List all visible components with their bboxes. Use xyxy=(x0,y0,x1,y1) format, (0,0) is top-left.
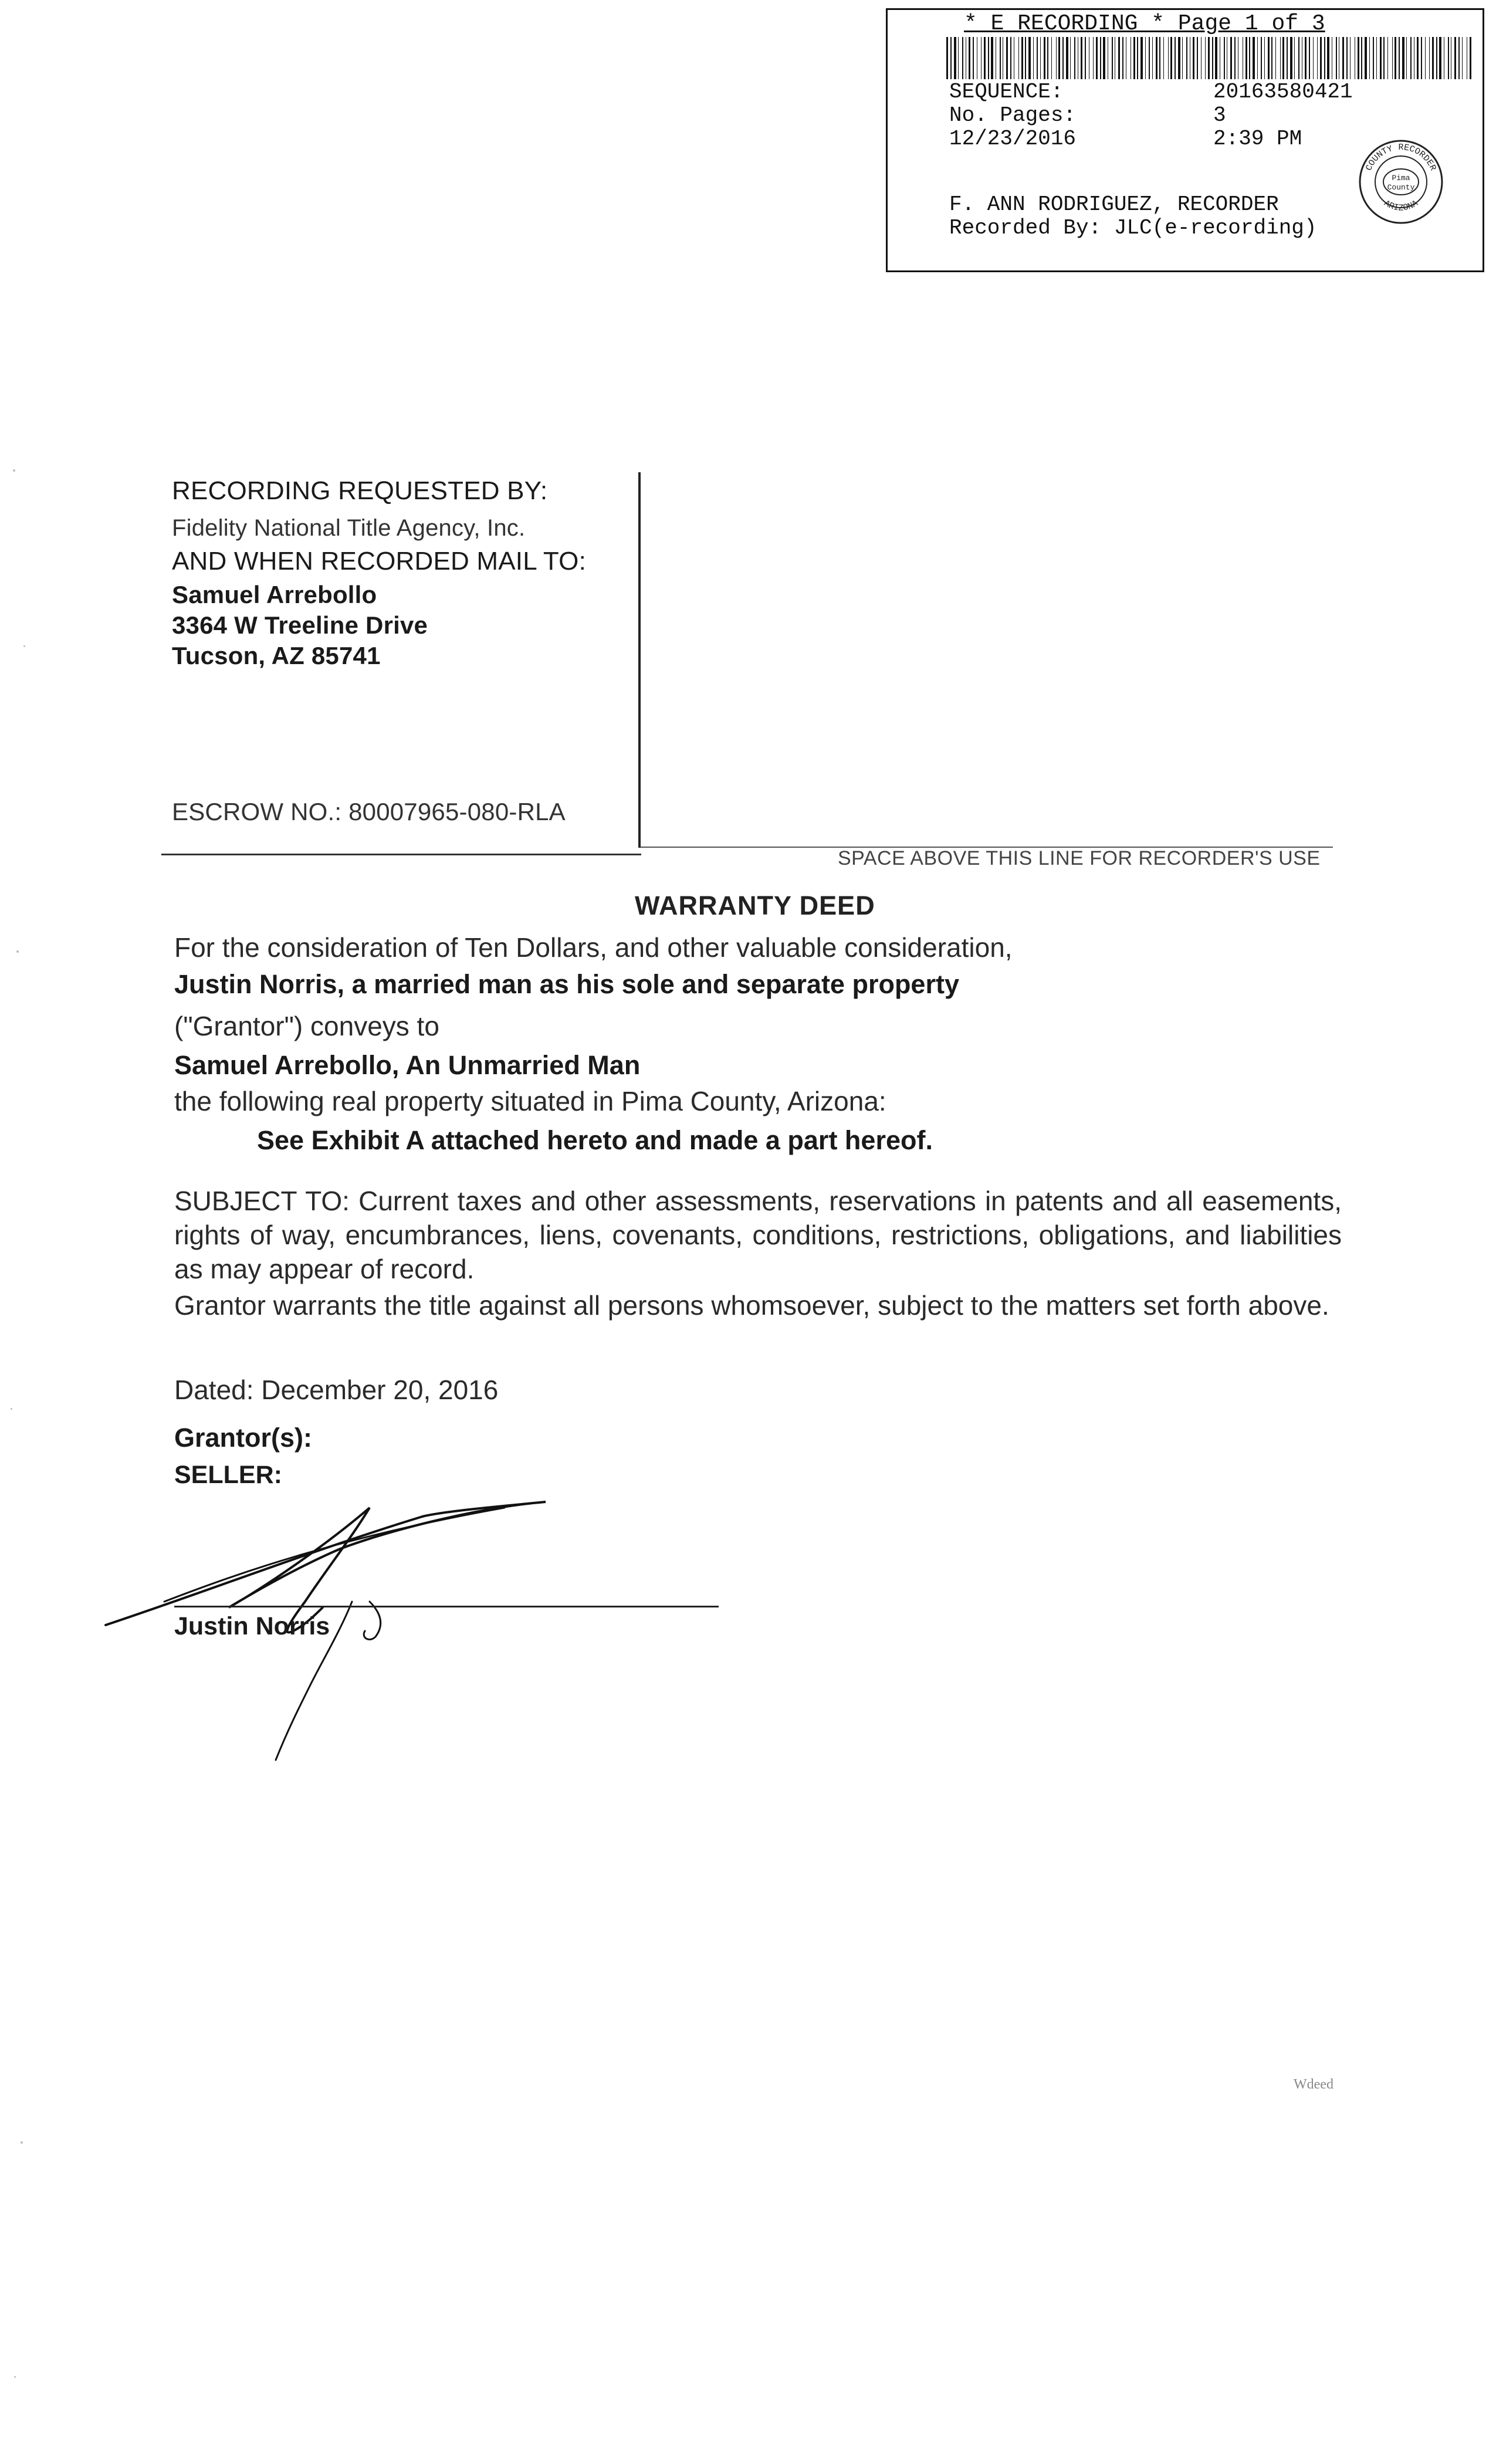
record-time: 2:39 PM xyxy=(1213,127,1302,151)
horizontal-divider-left xyxy=(161,854,641,855)
mail-to-label: AND WHEN RECORDED MAIL TO: xyxy=(172,547,587,576)
warranty-paragraph: Grantor warrants the title against all persons whomsoever, subject to the matters set forth above. xyxy=(174,1290,1329,1321)
seller-label: SELLER: xyxy=(174,1461,282,1489)
svg-text:COUNTY RECORDER xyxy=(1364,143,1438,172)
scan-speck xyxy=(11,1408,12,1410)
scan-speck xyxy=(21,2141,23,2144)
pages-label: No. Pages: xyxy=(949,103,1077,127)
seal-center-bottom: County xyxy=(1387,183,1415,192)
scan-speck xyxy=(16,950,19,953)
recorder-name: F. ANN RODRIGUEZ, RECORDER xyxy=(949,192,1279,216)
mail-to-name: Samuel Arrebollo xyxy=(172,581,377,608)
recorder-stamp xyxy=(886,8,1484,272)
record-date: 12/23/2016 xyxy=(949,127,1077,151)
grantors-label: Grantor(s): xyxy=(174,1423,312,1453)
consideration-line: For the consideration of Ten Dollars, and other valuable consideration, xyxy=(174,932,1013,963)
seal-bottom-text: ARIZONA xyxy=(1382,198,1420,214)
pages-value: 3 xyxy=(1213,103,1226,127)
recorded-by: Recorded By: JLC(e-recording) xyxy=(949,216,1317,240)
escrow-number: ESCROW NO.: 80007965-080-RLA xyxy=(172,798,566,825)
property-location-line: the following real property situated in Pima County, Arizona: xyxy=(174,1086,886,1116)
county-seal-icon xyxy=(1357,138,1445,226)
mail-to-street: 3364 W Treeline Drive xyxy=(172,611,428,639)
signature-line xyxy=(174,1606,719,1607)
sequence-label: SEQUENCE: xyxy=(949,80,1064,104)
scan-speck xyxy=(14,2376,16,2378)
sequence-value: 20163580421 xyxy=(1213,80,1353,104)
scan-speck xyxy=(13,469,15,472)
vertical-divider xyxy=(638,472,641,848)
subject-to-paragraph: SUBJECT TO: Current taxes and other assessments, reservations in patents and all easements, rights of way, encumbrances, liens, covenants, conditions, restrictions, obligations, and liabilities as may appear of record. xyxy=(174,1186,1342,1284)
seal-center-top: Pima xyxy=(1392,174,1410,182)
svg-text:ARIZONA xyxy=(1382,198,1420,213)
scan-speck xyxy=(23,645,25,647)
requested-by-agency: Fidelity National Title Agency, Inc. xyxy=(172,515,526,541)
stamp-header: * E RECORDING * Page 1 of 3 xyxy=(964,11,1325,36)
deed-title: WARRANTY DEED xyxy=(635,891,875,920)
grantor-name: Justin Norris, a married man as his sole and separate property xyxy=(174,969,959,999)
seal-top-text: COUNTY RECORDER xyxy=(1364,143,1438,172)
recorder-space-note: SPACE ABOVE THIS LINE FOR RECORDER'S USE xyxy=(838,847,1321,869)
exhibit-reference: See Exhibit A attached hereto and made a part hereof. xyxy=(257,1125,933,1155)
grantor-conveys-line: ("Grantor") conveys to xyxy=(174,1011,439,1041)
recording-requested-label: RECORDING REQUESTED BY: xyxy=(172,476,548,505)
signer-name: Justin Norris xyxy=(174,1612,330,1640)
mail-to-city: Tucson, AZ 85741 xyxy=(172,642,381,669)
footer-mark: Wdeed xyxy=(1294,2077,1333,2092)
grantee-name: Samuel Arrebollo, An Unmarried Man xyxy=(174,1050,641,1080)
barcode-icon xyxy=(946,37,1471,79)
dated-line: Dated: December 20, 2016 xyxy=(174,1375,499,1405)
